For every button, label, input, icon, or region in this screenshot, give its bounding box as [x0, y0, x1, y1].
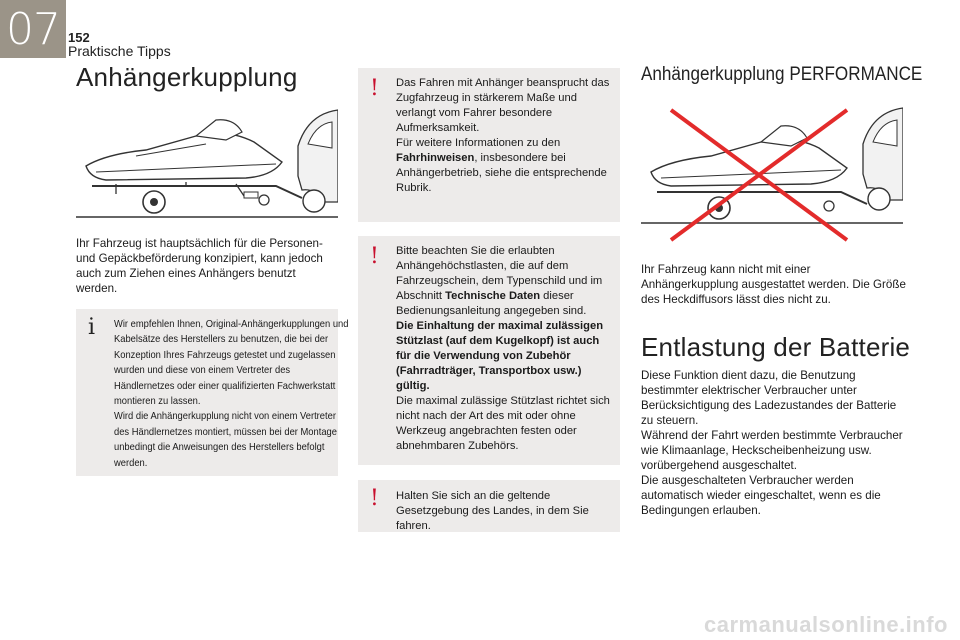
warning-2-text-a: Bitte beachten Sie die erlaubten Anhängehöchstlasten, die auf dem Fahrzeugschein, dem Typenschild und im Abschnitt [396, 245, 603, 302]
trailer-illustration [76, 106, 338, 222]
warning-box-1 [358, 68, 620, 222]
warning-box-3 [358, 480, 620, 532]
info-text-2: Wird die Anhängerkupplung nicht von einem Vertreter des Händlernetzes montiert, müssen bei der Montage unbedingt die Anweisungen des Herstellers befolgt werden. [114, 411, 337, 469]
page-number: 152 [68, 30, 90, 45]
batterie-text-1: Diese Funktion dient dazu, die Benutzung bestimmter elektrischer Verbraucher unter Berücksichtigung des Ladezustandes der Batterie zu steuern. [641, 369, 897, 427]
chapter-title: Praktische Tipps [68, 43, 171, 59]
info-text-1: Wir empfehlen Ihnen, Original-Anhängerkupplungen und Kabelsätze des Herstellers zu benutzen, die bei der Konzeption Ihres Fahrzeugs getestet und zugelassen wurden und diese von einem Vertreter des Händlernetzes oder einer qualifizierten Fachwerkstatt montieren zu lassen. [114, 319, 349, 408]
batterie-text-2: Während der Fahrt werden bestimmte Verbraucher wie Klimaanlage, Heckscheibenheizung usw. vorübergehend ausgeschaltet. [641, 429, 903, 472]
warning-icon: ! [370, 244, 379, 269]
warning-1-text-b: Für weitere Informationen zu den [396, 137, 561, 149]
warning-icon: ! [370, 486, 379, 511]
warning-box-2 [358, 236, 620, 465]
no-towbar-illustration [641, 104, 903, 244]
section-title-anhaengerkupplung: Anhängerkupplung [76, 62, 298, 92]
section-title-batterie: Entlastung der Batterie [641, 332, 911, 362]
warning-2-text-c: Die maximal zulässige Stützlast richtet sich nicht nach der Art des mit oder ohne Werkzeug angebrachten festen oder abnehmbaren Zubehörs. [396, 395, 610, 452]
warning-icon: ! [370, 76, 379, 101]
chapter-tab: 07 [0, 0, 66, 58]
warning-2-bold-b: Die Einhaltung der maximal zulässigen Stützlast (auf dem Kugelkopf) ist auch für die Verwendung von Zubehör (Fahrradträger, Transportbox usw.) gültig. [396, 320, 604, 392]
warning-2-bold-a: Technische Daten [445, 290, 541, 302]
intro-paragraph: Ihr Fahrzeug ist hauptsächlich für die Personen- und Gepäckbeförderung konzipiert, kann jedoch auch zum Ziehen eines Anhängers benutzt werden. [76, 237, 323, 295]
performance-paragraph: Ihr Fahrzeug kann nicht mit einer Anhängerkupplung ausgestattet werden. Die Größe des Heckdiffusors lässt dies nicht zu. [641, 263, 906, 306]
warning-1-text-c: , insbesondere bei Anhängerbetrieb, siehe die entsprechende Rubrik. [396, 152, 607, 194]
info-icon: i [88, 315, 96, 340]
footer-watermark: carmanualsonline.info [704, 612, 948, 637]
batterie-text-3: Die ausgeschalteten Verbraucher werden automatisch wieder eingeschaltet, wenn es die Bedingungen erlauben. [641, 474, 881, 517]
warning-1-text-a: Das Fahren mit Anhänger beansprucht das Zugfahrzeug in stärkerem Maße und verlangt vom Fahrer besondere Aufmerksamkeit. [396, 77, 610, 134]
warning-1-bold: Fahrhinweisen [396, 152, 475, 164]
warning-2-text-b: dieser Bedienungsanleitung angegeben sind. [396, 290, 587, 317]
section-title-performance: Anhängerkupplung PERFORMANCE [641, 64, 923, 85]
info-box [76, 309, 349, 476]
batterie-text [641, 368, 909, 518]
warning-3-text: Halten Sie sich an die geltende Gesetzgebung des Landes, in dem Sie fahren. [396, 490, 589, 532]
